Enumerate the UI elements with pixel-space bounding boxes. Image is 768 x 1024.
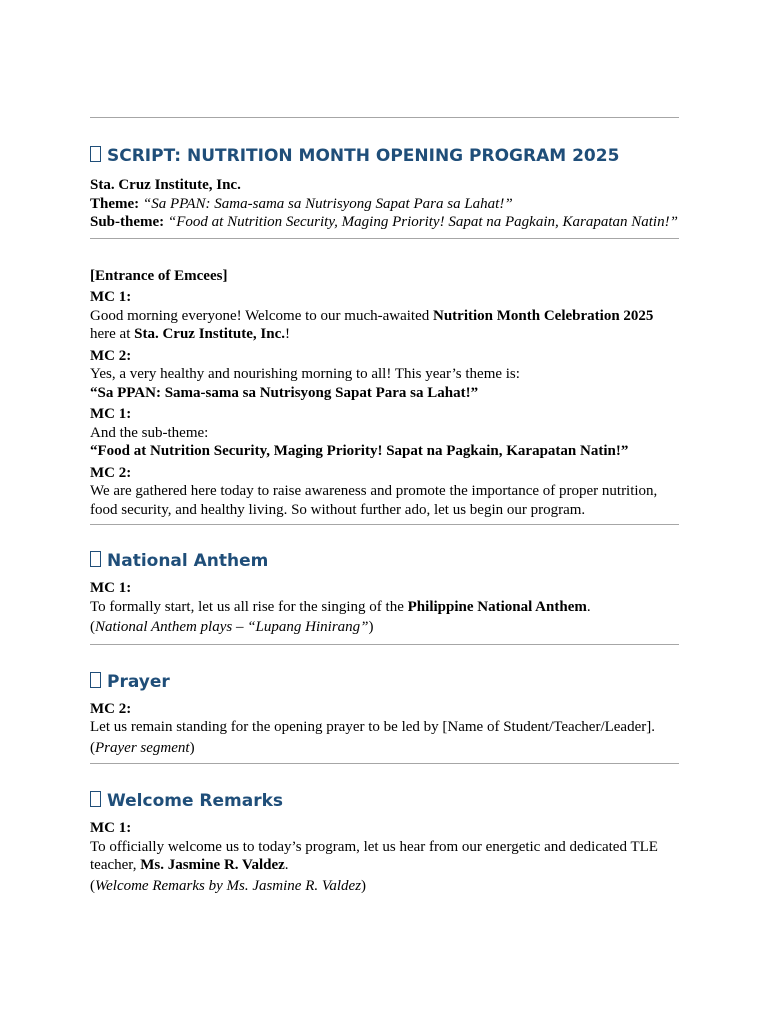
speaker-line: To officially welcome us to today’s program, let us hear from our energetic and dedicated TLE teacher, Ms. Jasmine R. Valdez. [90, 838, 658, 873]
page-title: SCRIPT: NUTRITION MONTH OPENING PROGRAM 2025 [90, 145, 679, 167]
anthem-section [90, 579, 679, 637]
microphone-icon [90, 791, 101, 807]
section-heading-anthem: National Anthem [90, 550, 679, 572]
speaker-label: MC 1: [90, 406, 132, 422]
speaker-label: MC 2: [90, 464, 132, 481]
speaker-label: MC 1: [90, 580, 132, 596]
speaker-label: MC 2: [90, 347, 132, 364]
subtheme-quote: “Food at Nutrition Security, Maging Priority! Sapat na Pagkain, Karapatan Natin!” [90, 443, 629, 459]
speaker-line: Good morning everyone! Welcome to our much-awaited Nutrition Month Celebration 2025 here at Sta. Cruz Institute, Inc.! [90, 307, 654, 342]
music-icon [90, 551, 101, 567]
welcome-section [90, 819, 679, 895]
script-document [90, 0, 679, 895]
section-heading-welcome: Welcome Remarks [90, 790, 679, 812]
subtheme-line: Sub-theme: “Food at Nutrition Security, Maging Priority! Sapat na Pagkain, Karapatan Natin!” [90, 214, 678, 230]
section-heading-prayer: Prayer [90, 671, 679, 693]
stage-direction: (Prayer segment) [90, 739, 195, 756]
speaker-label: MC 1: [90, 820, 132, 836]
divider [90, 524, 679, 525]
theme-quote: “Sa PPAN: Sama-sama sa Nutrisyong Sapat Para sa Lahat!” [90, 384, 479, 401]
prayer-section [90, 700, 679, 758]
document-icon [90, 146, 101, 162]
divider [90, 644, 679, 645]
subtheme-text: “Food at Nutrition Security, Maging Priority! Sapat na Pagkain, Karapatan Natin!” [167, 214, 678, 230]
speaker-line: Yes, a very healthy and nourishing morning to all! This year’s theme is: [90, 366, 520, 382]
divider [90, 117, 679, 118]
theme-text: “Sa PPAN: Sama-sama sa Nutrisyong Sapat Para sa Lahat!” [142, 195, 513, 212]
divider [90, 763, 679, 764]
theme-line: Theme: “Sa PPAN: Sama-sama sa Nutrisyong Sapat Para sa Lahat!” [90, 195, 513, 212]
section-heading: [Entrance of Emcees] [90, 267, 228, 284]
speaker-line: Let us remain standing for the opening prayer to be led by [Name of Student/Teacher/Leader]. [90, 719, 655, 735]
praying-hands-icon [90, 672, 101, 688]
divider [90, 238, 679, 239]
speaker-line: And the sub-theme: [90, 424, 209, 441]
entrance-section [90, 267, 679, 520]
speaker-label: MC 2: [90, 700, 132, 717]
header-info [90, 176, 679, 232]
school-name: Sta. Cruz Institute, Inc. [90, 177, 241, 193]
speaker-line: We are gathered here today to raise awareness and promote the importance of proper nutrition, food security, and healthy living. So without further ado, let us begin our program. [90, 483, 658, 518]
stage-direction: (National Anthem plays – “Lupang Hinirang”) [90, 619, 374, 635]
speaker-label: MC 1: [90, 289, 132, 305]
stage-direction: (Welcome Remarks by Ms. Jasmine R. Valdez) [90, 877, 367, 894]
speaker-line: To formally start, let us all rise for the singing of the Philippine National Anthem. [90, 598, 591, 615]
